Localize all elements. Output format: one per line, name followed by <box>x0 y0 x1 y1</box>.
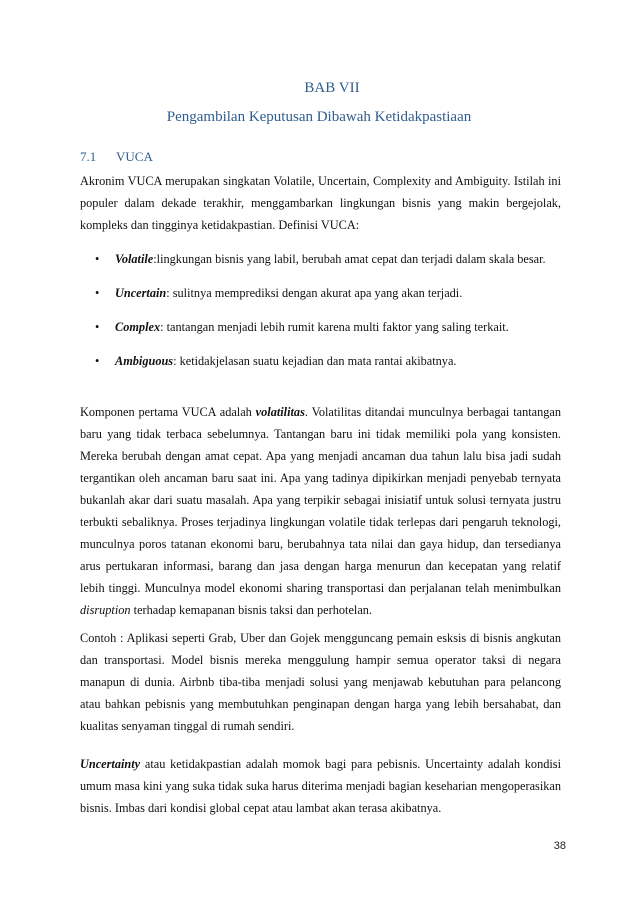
paragraph-text: Contoh : Aplikasi seperti Grab, Uber dan Gojek mengguncang pemain esksis di bisnis angkutan dan transportasi. Model bisnis mereka menggulung hampir semua operator taksi di negara manapun di dunia. Airbnb tiba-tiba menjadi solusi yang menjawab kebutuhan para pelancong atau bahkan pebisnis yang membutuhkan penginapan dengan harga yang lebih bersahabat, dan kualitas senyaman tinggal di rumah sendiri. <box>80 631 561 733</box>
definition-term: Ambiguous <box>115 354 174 368</box>
intro-text: Akronim VUCA merupakan singkatan Volatile, Uncertain, Complexity and Ambiguity. Istilah ini populer dalam dekade terakhir, menggambarkan lingkungan bisnis yang makin bergejolak, kompleks dan tingginya ketidakpastian. Definisi VUCA: <box>80 174 561 232</box>
paragraph-example <box>80 627 561 737</box>
section-title: VUCA <box>116 149 153 164</box>
chapter-number: BAB VII <box>304 80 360 96</box>
paragraph-uncertainty <box>80 753 561 819</box>
chapter-title: Pengambilan Keputusan Dibawah Ketidakpastiaan <box>166 109 472 125</box>
list-item <box>95 316 561 338</box>
definition-text: :lingkungan bisnis yang labil, berubah amat cepat dan terjadi dalam skala besar. <box>153 252 546 266</box>
italic-term: disruption <box>80 603 131 617</box>
emphasis-term: volatilitas <box>255 405 305 419</box>
definition-text: : sulitnya memprediksi dengan akurat apa yang akan terjadi. <box>166 286 463 300</box>
list-item <box>95 248 561 270</box>
section-number: 7.1 <box>80 149 97 164</box>
paragraph-text: . Volatilitas ditandai munculnya berbagai tantangan baru yang tidak terbaca sebelumnya. Tantangan baru ini tidak memiliki pola yang konsisten. Mereka berubah dengan amat cepat. Apa yang menjadi ancaman dua tahun lalu bisa jadi sudah tergantikan oleh ancaman baru saat ini. Apa yang tadinya dipikirkan menjadi penyebab ternyata bukanlah akar dari suatu masalah. Apa yang terpikir sebagai inisiatif untuk solusi ternyata justru terbukti sebaliknya. Proses terjadinya lingkungan volatile tidak terlepas dari pengaruh teknologi, munculnya poros tatanan ekonomi baru, berubahnya tata nilai dan gaya hidup, dan tersedianya arus pertukaran informasi, barang dan jasa dengan harga menurun dan kecepatan yang relatif lebih tinggi. Munculnya model ekonomi sharing transportasi dan perjalanan telah menimbulkan <box>80 405 561 595</box>
list-item <box>95 282 561 304</box>
paragraph-text: atau ketidakpastian adalah momok bagi para pebisnis. Uncertainty adalah kondisi umum masa kini yang suka tidak suka harus diterima menjadi bagian keseharian mengoperasikan bisnis. Imbas dari kondisi global cepat atau lambat akan terasa akibatnya. <box>80 757 561 815</box>
paragraph-text: terhadap kemapanan bisnis taksi dan perhotelan. <box>130 603 372 617</box>
paragraph-text: Komponen pertama VUCA adalah <box>80 405 256 419</box>
page-number: 38 <box>553 840 566 852</box>
definition-text: : ketidakjelasan suatu kejadian dan mata rantai akibatnya. <box>173 354 457 368</box>
intro-paragraph <box>80 170 561 236</box>
bullet-icon: • <box>95 354 100 368</box>
bullet-icon: • <box>95 286 100 300</box>
definition-list <box>95 248 561 372</box>
definition-term: Uncertain <box>115 286 167 300</box>
definition-term: Volatile <box>115 252 154 266</box>
list-item <box>95 350 561 372</box>
definition-text: : tantangan menjadi lebih rumit karena multi faktor yang saling terkait. <box>160 320 509 334</box>
chapter-heading <box>0 78 638 127</box>
emphasis-term: Uncertainty <box>80 757 141 771</box>
bullet-icon: • <box>95 252 100 266</box>
section-heading <box>80 149 153 165</box>
bullet-icon: • <box>95 320 100 334</box>
paragraph-volatility <box>80 401 561 621</box>
definition-term: Complex <box>115 320 161 334</box>
